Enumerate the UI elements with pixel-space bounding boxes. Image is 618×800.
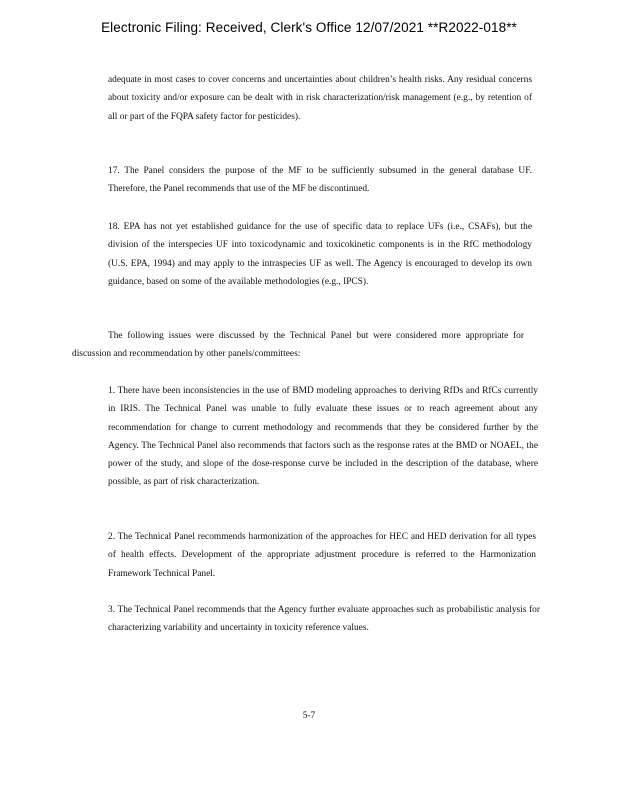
paragraph-continuation: adequate in most cases to cover concerns and uncertainties about children’s health risks. Any residual concerns about toxicity and/or exposure can be dealt with in risk characterization/risk management (e.g., by retention of all or part of the FQPA safety factor for pesticides). [108, 75, 532, 122]
paragraph-issue-3: 3. The Technical Panel recommends that the Agency further evaluate approaches such as probabilistic analysis for characterizing variability and uncertainty in toxicity reference values. [108, 605, 540, 634]
paragraph-issue-1: 1. There have been inconsistencies in the use of BMD modeling approaches to deriving RfDs and RfCs currently in IRIS. The Technical Panel was unable to fully evaluate these issues or to reach agreement about any recommendation for change to current methodology and recommends that they be considered further by the Agency. The Technical Panel also recommends that factors such as the response rates at the BMD or NOAEL, the power of the study, and slope of the dose-response curve be included in the description of the database, where possible, as part of risk characterization. [108, 386, 538, 488]
paragraph-item-17: 17. The Panel considers the purpose of the MF to be sufficiently subsumed in the general database UF. Therefore, the Panel recommends that use of the MF be discontinued. [108, 166, 532, 195]
filing-stamp-header: Electronic Filing: Received, Clerk's Office 12/07/2021 **R2022-018** [101, 20, 517, 35]
paragraph-following-issues: The following issues were discussed by the Technical Panel but were considered more appropriate for discussion and recommendation by other panels/committees: [72, 331, 524, 360]
page-number: 5-7 [302, 711, 316, 721]
paragraph-item-18: 18. EPA has not yet established guidance for the use of specific data to replace UFs (i.e., CSAFs), but the division of the interspecies UF into toxicodynamic and toxicokinetic components is in the RfC methodology (U.S. EPA, 1994) and may apply to the intraspecies UF as well. The Agency is encouraged to develop its own guidance, based on some of the available methodologies (e.g., IPCS). [108, 222, 532, 287]
paragraph-issue-2: 2. The Technical Panel recommends harmonization of the approaches for HEC and HED derivation for all types of health effects. Development of the appropriate adjustment procedure is referred to the Harmonization Framework Technical Panel. [108, 532, 536, 579]
